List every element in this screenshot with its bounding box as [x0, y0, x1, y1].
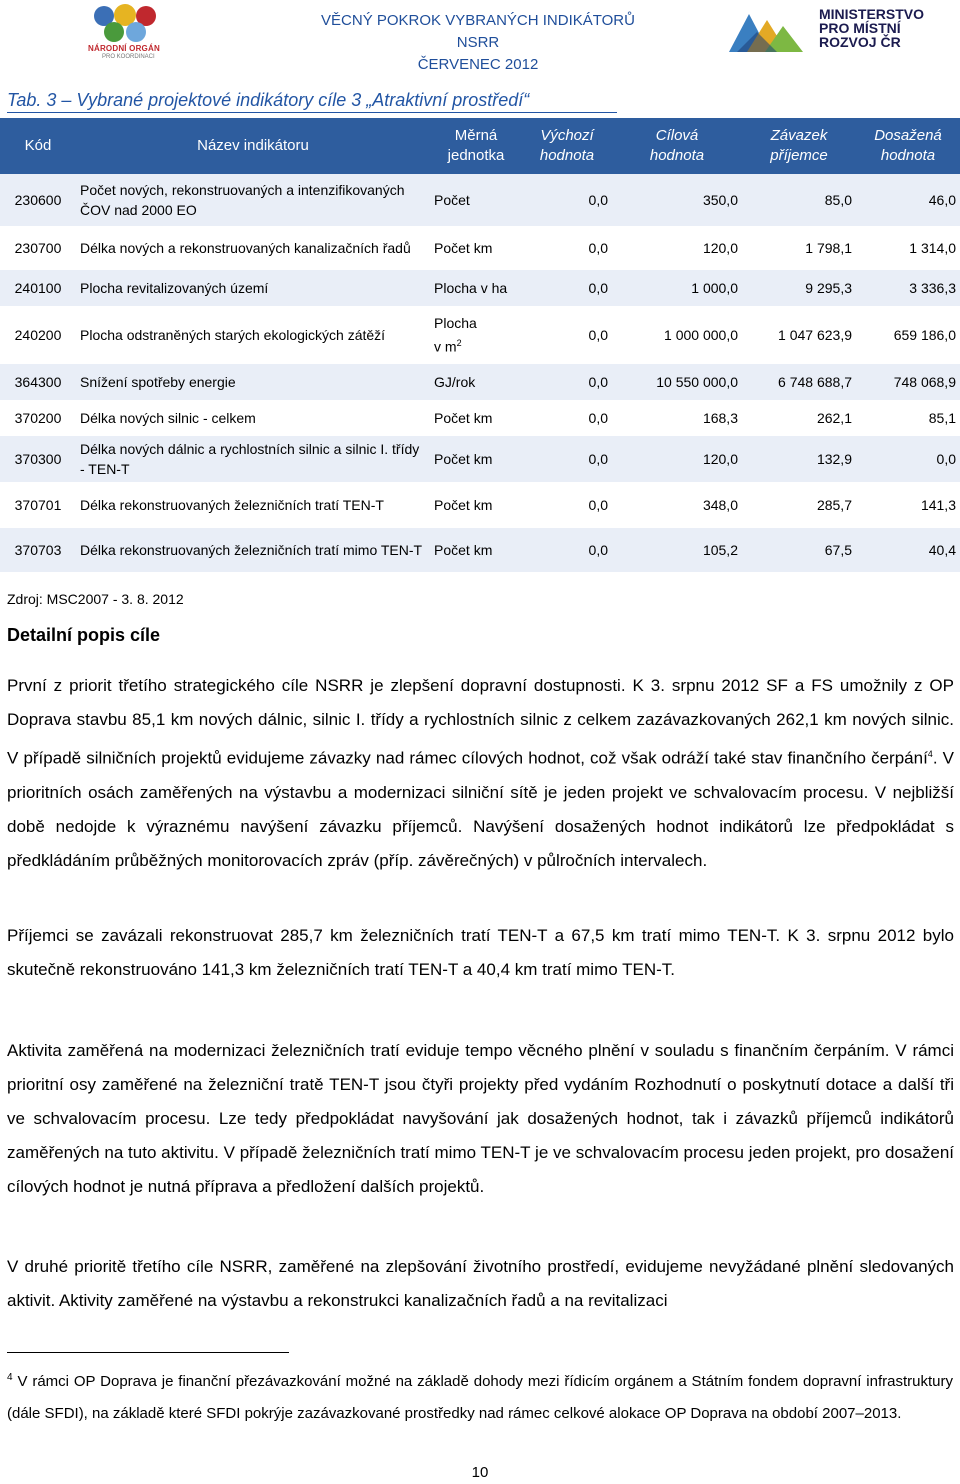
cell-achieved: 0,0 — [856, 436, 960, 482]
document-title-line1: VĚCNÝ POKROK VYBRANÝCH INDIKÁTORŮ NSRR — [321, 12, 635, 51]
table-row — [0, 436, 960, 482]
footnote-ref[interactable]: 4 — [927, 749, 933, 759]
paragraph-3: Aktivita zaměřená na modernizaci železničních tratí eviduje tempo věcného plnění v souladu s finančním čerpáním. V rámci prioritní osy zaměřené na železniční tratě TEN-T jsou čtyři projekty před vydáním Rozhodnutí o poskytnutí dotace a další tři ve schvalovacím procesu. Lze tedy předpokládat navyšování jak dosažených hodnot, tak i závazků příjemců indikátorů zaměřených na tuto aktivitu. V případě železničních tratí mimo TEN-T je ve schvalovacím procesu jeden projekt, pro dosažení cílových hodnot je nutná příprava a předložení dalších projektů. — [7, 1041, 954, 1196]
cell-commitment: 85,0 — [742, 174, 856, 226]
table-row — [0, 270, 960, 306]
cell-achieved: 748 068,9 — [856, 364, 960, 400]
cell-achieved: 659 186,0 — [856, 306, 960, 364]
narodni-organ-logo — [80, 4, 180, 60]
document-title-line2: ČERVENEC 2012 — [417, 56, 539, 73]
cell-target: 1 000 000,0 — [612, 306, 742, 364]
cell-code: 230600 — [0, 174, 76, 226]
cell-commitment: 1 798,1 — [742, 226, 856, 270]
cell-base: 0,0 — [522, 174, 612, 226]
header-achieved: Dosažená hodnota — [856, 118, 960, 174]
cell-name: Snížení spotřeby energie — [76, 364, 430, 400]
header-unit: Měrná jednotka — [430, 118, 522, 174]
mmr-line1: MINISTERSTVO — [819, 6, 925, 22]
cell-unit: Počet km — [430, 400, 522, 436]
logo-left-line2: PRO KOORDINACI — [102, 54, 155, 60]
cell-commitment: 6 748 688,7 — [742, 364, 856, 400]
cell-name: Počet nových, rekonstruovaných a intenzifikovaných ČOV nad 2000 EO — [76, 174, 430, 226]
cell-unit: Počet km — [430, 528, 522, 572]
mmr-text — [819, 7, 924, 49]
paragraph-4: V druhé prioritě třetího cíle NSRR, zaměřené na zlepšování životního prostředí, evidujeme nevyžádané plnění sledovaných aktivit. Aktivity zaměřené na výstavbu a rekonstrukci kanalizačních řadů a na revitalizaci — [7, 1257, 954, 1310]
table-row — [0, 226, 960, 270]
table-source: Zdroj: MSC2007 - 3. 8. 2012 — [7, 591, 184, 607]
table-row — [0, 174, 960, 226]
cell-name: Délka nových silnic - celkem — [76, 400, 430, 436]
header-base: Výchozí hodnota — [522, 118, 612, 174]
footnote: $^4$ V rámci OP Doprava je finanční přezávazkování možné na základě dohody mezi řídicím orgánem a Státním fondem dopravní infrastruktury (dále SFDI), na základě které SFDI pokrýje zazávazkované prostředky nad rámec celkové alokace OP Doprava na období 2007–2013. — [7, 1372, 953, 1422]
header-name: Název indikátoru — [76, 118, 430, 174]
cell-commitment: 9 295,3 — [742, 270, 856, 306]
cell-achieved: 3 336,3 — [856, 270, 960, 306]
cell-base: 0,0 — [522, 436, 612, 482]
cell-unit: Plocha v $m^2$ — [430, 306, 522, 364]
cell-name: Délka nových a rekonstruovaných kanalizačních řadů — [76, 226, 430, 270]
document-title — [300, 10, 656, 76]
cell-achieved: 46,0 — [856, 174, 960, 226]
table-row — [0, 528, 960, 572]
cell-target: 120,0 — [612, 436, 742, 482]
cell-commitment: 67,5 — [742, 528, 856, 572]
cell-code: 370200 — [0, 400, 76, 436]
header-commitment: Závazek příjemce — [742, 118, 856, 174]
paragraph-2: Příjemci se zavázali rekonstruovat 285,7 km železničních tratí TEN-T a 67,5 km tratí mimo TEN-T. K 3. srpnu 2012 bylo skutečně rekonstruováno 141,3 km železničních tratí TEN-T a 40,4 km tratí mimo TEN-T. — [7, 926, 954, 979]
cell-target: 168,3 — [612, 400, 742, 436]
cell-code: 240200 — [0, 306, 76, 364]
cell-target: 10 550 000,0 — [612, 364, 742, 400]
cell-code: 240100 — [0, 270, 76, 306]
cell-unit: Počet — [430, 174, 522, 226]
cell-target: 105,2 — [612, 528, 742, 572]
cell-target: 120,0 — [612, 226, 742, 270]
cell-code: 370701 — [0, 482, 76, 528]
cell-base: 0,0 — [522, 364, 612, 400]
mmr-logo — [727, 4, 957, 60]
cell-name: Délka rekonstruovaných železničních tratí mimo TEN-T — [76, 528, 430, 572]
cell-code: 364300 — [0, 364, 76, 400]
cell-target: 348,0 — [612, 482, 742, 528]
footnote-mark: 4 — [7, 1372, 13, 1383]
cell-unit: GJ/rok — [430, 364, 522, 400]
page-header — [0, 0, 960, 73]
cell-base: 0,0 — [522, 226, 612, 270]
cell-code: 230700 — [0, 226, 76, 270]
cell-achieved: 141,3 — [856, 482, 960, 528]
cell-base: 0,0 — [522, 528, 612, 572]
cell-target: 350,0 — [612, 174, 742, 226]
table-row — [0, 306, 960, 364]
cell-commitment: 132,9 — [742, 436, 856, 482]
mmr-emblem-icon — [727, 10, 805, 54]
table-header-row — [0, 118, 960, 174]
cell-code: 370300 — [0, 436, 76, 482]
header-code: Kód — [0, 118, 76, 174]
caption-underline — [7, 112, 617, 113]
cell-unit: Počet km — [430, 436, 522, 482]
cell-unit: Počet km — [430, 226, 522, 270]
table-row — [0, 364, 960, 400]
mmr-line2: PRO MÍSTNÍ — [819, 20, 901, 36]
table-row — [0, 400, 960, 436]
paragraph-1: První z priorit třetího strategického cíle NSRR je zlepšení dopravní dostupnosti. K 3. srpnu 2012 SF a FS umožnily z OP Doprava stavbu 85,1 km nových dálnic, silnic I. třídy a rychlostních silnic z celkem zazávazkovaných 262,1 km nových silnic. V případě silničních projektů evidujeme závazky nad rámec cílových hodnot, což však odráží také stav finančního čerpání$^4$. V prioritních osách zaměřených na výstavbu a modernizaci silniční sítě je jeden projekt ve schvalovacím procesu. V nejbližší době nedojde k výraznému navýšení závazku příjemců. Navýšení dosažených hodnot indikátorů lze předpokládat s předkládáním průběžných monitorovacích zpráv (příp. závěrečných) v půlročních intervalech. — [7, 676, 954, 870]
cell-base: 0,0 — [522, 400, 612, 436]
mmr-line3: ROZVOJ ČR — [819, 34, 901, 50]
cell-name: Délka nových dálnic a rychlostních silnic a silnic I. třídy - TEN-T — [76, 436, 430, 482]
cell-name: Plocha revitalizovaných území — [76, 270, 430, 306]
cell-commitment: 262,1 — [742, 400, 856, 436]
table-row — [0, 482, 960, 528]
header-target: Cílová hodnota — [612, 118, 742, 174]
logo-left-line1: NÁRODNÍ ORGÁN — [88, 44, 160, 53]
cell-target: 1 000,0 — [612, 270, 742, 306]
cell-name: Délka rekonstruovaných železničních tratí TEN-T — [76, 482, 430, 528]
page-number: 10 — [471, 1464, 489, 1481]
cell-base: 0,0 — [522, 270, 612, 306]
footnote-separator — [7, 1352, 289, 1353]
cell-commitment: 1 047 623,9 — [742, 306, 856, 364]
cell-name: Plocha odstraněných starých ekologických zátěží — [76, 306, 430, 364]
cell-code: 370703 — [0, 528, 76, 572]
cell-achieved: 85,1 — [856, 400, 960, 436]
cell-achieved: 40,4 — [856, 528, 960, 572]
cell-base: 0,0 — [522, 482, 612, 528]
cell-commitment: 285,7 — [742, 482, 856, 528]
cell-unit: Počet km — [430, 482, 522, 528]
indicator-table — [0, 118, 960, 572]
section-heading: Detailní popis cíle — [7, 625, 161, 645]
cell-base: 0,0 — [522, 306, 612, 364]
cell-unit: Plocha v ha — [430, 270, 522, 306]
cell-achieved: 1 314,0 — [856, 226, 960, 270]
table-caption: Tab. 3 – Vybrané projektové indikátory cíle 3 „Atraktivní prostředí“ — [7, 90, 530, 110]
